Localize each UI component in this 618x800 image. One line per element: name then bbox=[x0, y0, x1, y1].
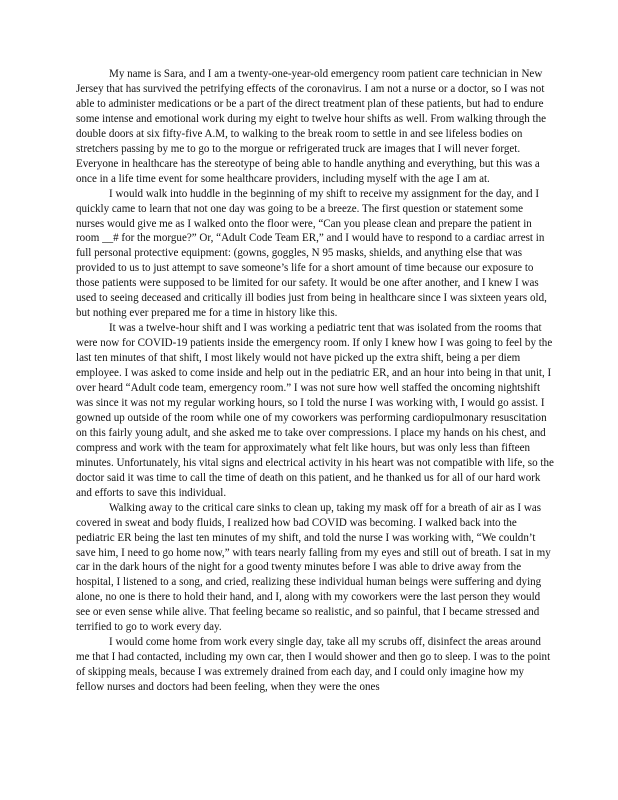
paragraph-2: I would walk into huddle in the beginning of my shift to receive my assignment for the day, and I quickly came to learn that not one day was going to be a breeze. The first question or statement some nurses would give me as I walked onto the floor were, “Can you please clean and prepare the patient in room __# for the morgue?” Or, “Adult Code Team ER,” and I would have to respond to a cardiac arrest in full personal protective equipment: (gowns, goggles, N 95 masks, shields, and anything else that was provided to us to just attempt to save someone’s life for a short amount of time because our exposure to those patients were supposed to be limited for our safety. It would be one after another, and I knew I was used to seeing deceased and critically ill bodies just from being in healthcare since I was sixteen years old, but nothing ever prepared me for a time in history like this. bbox=[76, 187, 547, 320]
paragraph-3: It was a twelve-hour shift and I was working a pediatric tent that was isolated from the rooms that were now for COVID-19 patients inside the emergency room. If only I knew how I was going to feel by the last ten minutes of that shift, I most likely would not have picked up the extra shift, being a per diem employee. I was asked to come inside and help out in the pediatric ER, and an hour into being in that unit, I over heard “Adult code team, emergency room.” I was not sure how well staffed the oncoming nightshift was since it was not my regular working hours, so I told the nurse I was working with, I would go assist. I gowned up outside of the room while one of my coworkers was performing cardiopulmonary resuscitation on this fairly young adult, and she asked me to take over compressions. I place my hands on his chest, and compress and work with the team for approximately what felt like hours, but was only less than fifteen minutes. Unfortunately, his vital signs and electrical activity in his heart was not compatible with life, so the doctor said it was time to call the time of death on this patient, and he thanked us for all of our hard work and efforts to save this individual. bbox=[76, 322, 554, 499]
paragraph-5: I would come home from work every single day, take all my scrubs off, disinfect the areas around me that I had contacted, including my own car, then I would shower and then go to sleep. I was to the point of skipping meals, because I was extremely drained from each day, and I could only imagine how my fellow nurses and doctors had been feeling, when they were the ones bbox=[76, 636, 551, 694]
paragraph-4: Walking away to the critical care sinks to clean up, taking my mask off for a breath of air as I was covered in sweat and body fluids, I realized how bad COVID was becoming. I walked back into the pediatric ER being the last ten minutes of my shift, and told the nurse I was working with, “We couldn’t save him, I need to go home now,” with tears nearly falling from my eyes and still out of breath. I sat in my car in the dark hours of the night for a good twenty minutes before I was able to drive away from the hospital, I listened to a song, and cried, realizing these individual human beings were suffering and dying alone, no one is there to hold their hand, and I, along with my coworkers were the last person they would see or even sense while alive. That feeling became so realistic, and so painful, that I became stressed and terrified to go to work every day. bbox=[76, 501, 551, 634]
document-page bbox=[76, 67, 554, 695]
paragraph-1: My name is Sara, and I am a twenty-one-year-old emergency room patient care technician in New Jersey that has survived the petrifying effects of the coronavirus. I am not a nurse or a doctor, so I was not able to administer medications or be a part of the direct treatment plan of these patients, but had to endure some intense and emotional work during my eight to twelve hour shifts as well. From walking through the double doors at six fifty-five A.M, to walking to the break room to settle in and see lifeless bodies on stretchers passing by me to go to the morgue or refrigerated truck are images that I will never forget. Everyone in healthcare has the stereotype of being able to handle anything and everything, but this was a once in a life time event for some healthcare providers, including myself with the age I am at. bbox=[76, 68, 547, 185]
